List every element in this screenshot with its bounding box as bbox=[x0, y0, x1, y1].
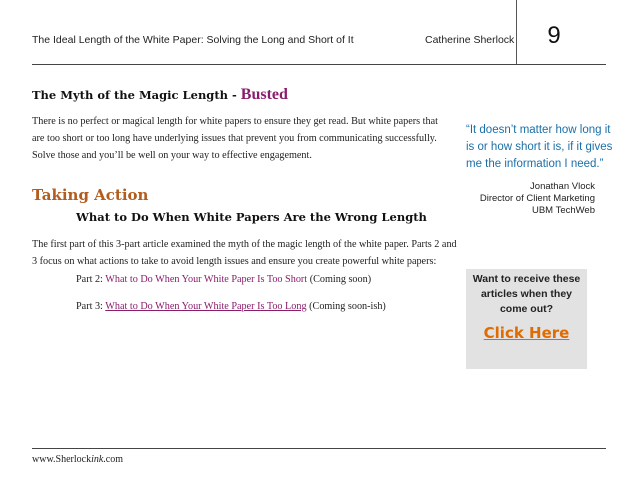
attribution-name: Jonathan Vlock bbox=[530, 181, 595, 192]
part-2-prefix: Part 2: bbox=[76, 274, 106, 285]
click-here-button[interactable]: Click Here bbox=[483, 324, 570, 342]
taking-action-heading: Taking Action bbox=[32, 186, 149, 204]
myth-paragraph: There is no perfect or magical length for white papers to ensure they get read. But white papers that are too short or too long have underlying issues that prevent you from communicating successfully. Solve those and you’ll be well on your way to effective engagement. bbox=[32, 116, 438, 161]
page-number: 9 bbox=[547, 22, 561, 49]
header-rule bbox=[32, 64, 606, 65]
attribution-company: UBM TechWeb bbox=[531, 205, 595, 216]
part-3-item bbox=[76, 301, 386, 312]
part-3-prefix: Part 3: bbox=[76, 301, 106, 312]
footer-website[interactable] bbox=[32, 454, 123, 465]
myth-heading-text: The Myth of the Magic Length - bbox=[32, 88, 241, 102]
taking-action-subheading: What to Do When White Papers Are the Wrong Length bbox=[76, 210, 427, 224]
footer-rule bbox=[32, 448, 606, 449]
pull-quote: “It doesn’t matter how long it is or how short it is, if it gives me the information I need.” bbox=[466, 124, 613, 170]
footer-ink: ink bbox=[91, 454, 104, 465]
header-divider bbox=[516, 0, 517, 64]
part-3-suffix: (Coming soon-ish) bbox=[306, 301, 386, 312]
cta-text: Want to receive these articles when they come out? bbox=[472, 273, 581, 315]
document-title: The Ideal Length of the White Paper: Solving the Long and Short of It bbox=[32, 34, 354, 46]
quote-attribution bbox=[440, 181, 595, 217]
taking-action-paragraph: The first part of this 3-part article examined the myth of the magic length of the white paper. Parts 2 and 3 focus on what actions to take to avoid length issues and ensure you create powerful white papers: bbox=[32, 239, 457, 267]
footer-suffix: .com bbox=[103, 454, 123, 465]
author-name: Catherine Sherlock bbox=[425, 34, 515, 46]
part-2-link[interactable]: What to Do When Your White Paper Is Too Short bbox=[105, 274, 308, 285]
part-2-item bbox=[76, 274, 371, 285]
attribution-role: Director of Client Marketing bbox=[479, 193, 595, 204]
part-2-suffix: (Coming soon) bbox=[307, 274, 372, 285]
myth-heading-emphasis: Busted bbox=[240, 86, 288, 103]
part-3-link[interactable]: What to Do When Your White Paper Is Too Long bbox=[105, 301, 307, 312]
myth-heading bbox=[32, 86, 288, 104]
footer-prefix: www.Sherlock bbox=[32, 454, 92, 465]
